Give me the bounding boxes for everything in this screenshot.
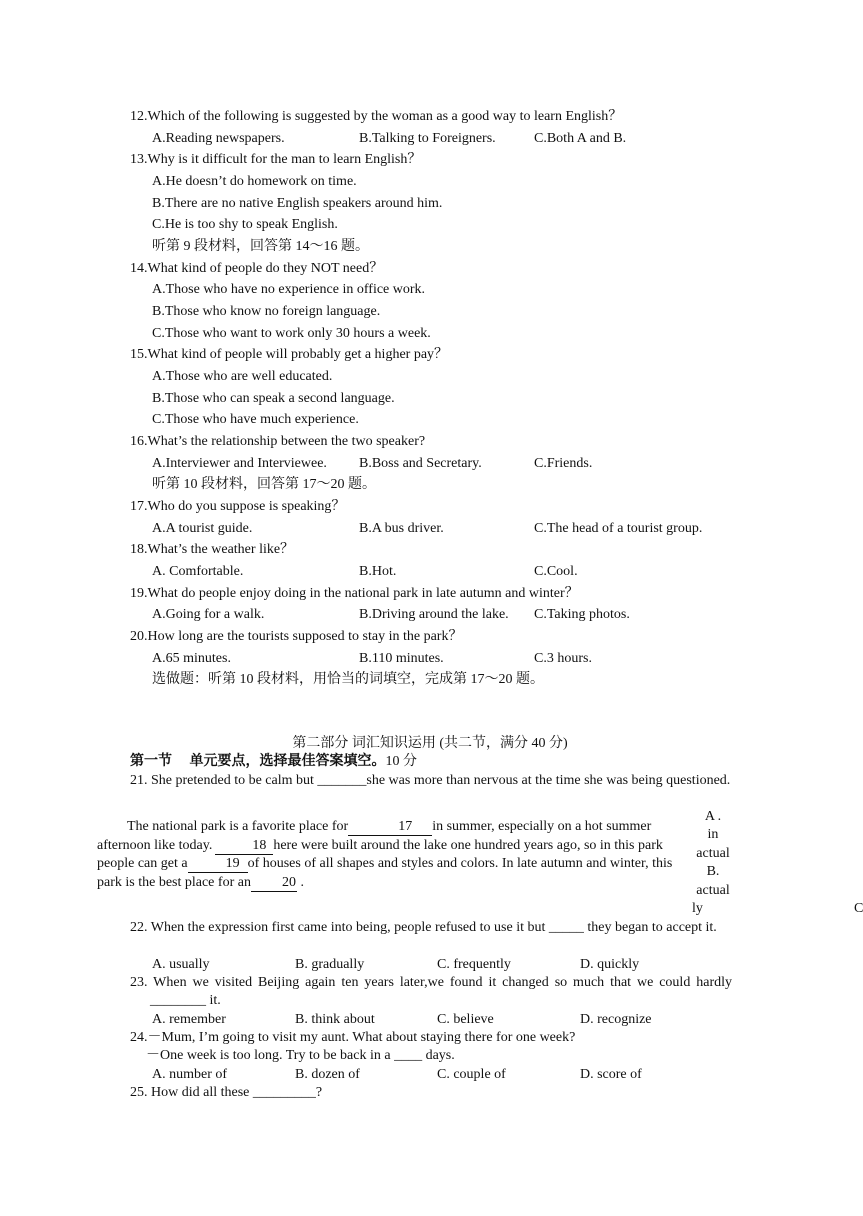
passage-text-2: in summer, especially on a hot summer afternoon like today. [97,819,652,853]
question-24-line-2: －One week is too long. Try to be back in a ____ days. [146,1048,455,1063]
q22-option-d: D. quickly [580,957,640,972]
question-18-stem: 18.What’s the weather like？ [130,542,295,557]
q16-option-a: A.Interviewer and Interviewee. [152,456,327,471]
instruction-section-10: 听第 10 段材料，回答第 17～20 题。 [152,477,376,492]
section-1-label: 第一节 [130,754,172,769]
q13-option-b: B.There are no native English speakers around him. [152,196,443,211]
q18-option-c: C.Cool. [534,564,578,579]
section-1-score: 10 分 [385,754,417,769]
blank-18: 18 [215,838,273,855]
question-21-stem: 21. She pretended to be calm but _______she was more than nervous at the time she was being questioned. [130,773,731,788]
blank-17: 17 [348,819,432,836]
q23-option-a: A. remember [152,1012,226,1027]
section-1-heading [130,753,417,771]
q18-option-b: B.Hot. [359,564,397,579]
blank-20: 20 [251,875,297,892]
q22-option-a: A. usually [152,957,210,972]
passage-text-3: here were built around the lake one hundred years ago, so in this park people can get a [97,837,663,871]
question-13-stem: 13.Why is it difficult for the man to learn English？ [130,152,422,167]
q15-option-b: B.Those who can speak a second language. [152,391,395,406]
question-25-stem: 25. How did all these _________? [130,1085,323,1100]
q19-option-c: C.Taking photos. [534,607,630,622]
q22-option-c: C. frequently [437,957,511,972]
q14-option-c: C.Those who want to work only 30 hours a week. [152,326,431,341]
q14-option-b: B.Those who know no foreign language. [152,304,381,319]
q15-option-a: A.Those who are well educated. [152,369,333,384]
q12-option-a: A.Reading newspapers. [152,131,285,146]
section-1-title: 单元要点，选择最佳答案填空。 [189,754,386,769]
side-option-line-3: actual [696,846,730,861]
optional-instruction: 选做题：听第 10 段材料，用恰当的词填空，完成第 17～20 题。 [152,672,544,687]
side-option-line-2: in [707,827,719,842]
q24-option-a: A. number of [152,1067,228,1082]
cloze-passage [97,818,692,894]
q24-option-c: C. couple of [437,1067,506,1082]
q13-option-a: A.He doesn’t do homework on time. [152,174,357,189]
question-19-stem: 19.What do people enjoy doing in the national park in late autumn and winter？ [130,586,579,601]
q12-option-c: C.Both A and B. [534,131,627,146]
question-15-stem: 15.What kind of people will probably get a higher pay？ [130,347,449,362]
edge-fragment: C [854,901,863,916]
q17-option-a: A.A tourist guide. [152,521,253,536]
side-option-line-1: A . [704,809,722,824]
q19-option-a: A.Going for a walk. [152,607,265,622]
question-20-stem: 20.How long are the tourists supposed to stay in the park？ [130,629,463,644]
question-17-stem: 17.Who do you suppose is speaking？ [130,499,346,514]
q23-option-d: D. recognize [580,1012,652,1027]
side-option-line-5: actual [696,883,730,898]
q20-option-b: B.110 minutes. [359,651,444,666]
question-12-stem: 12.Which of the following is suggested by the woman as a good way to learn English？ [130,109,623,124]
part-2-title: 第二部分 词汇知识运用 (共二节，满分 40 分) [292,736,568,751]
q23-option-c: C. believe [437,1012,494,1027]
question-23-stem: 23. When we visited Beijing again ten years later,we found it changed so much that we could hardly ________ it. [130,975,732,1008]
side-option-line-4: B. [706,864,720,879]
q13-option-c: C.He is too shy to speak English. [152,217,338,232]
instruction-section-9: 听第 9 段材料，回答第 14～16 题。 [152,239,369,254]
q20-option-a: A.65 minutes. [152,651,231,666]
side-option-line-6: ly [692,901,703,916]
blank-19: 19 [188,856,248,873]
q12-option-b: B.Talking to Foreigners. [359,131,496,146]
q24-option-b: B. dozen of [295,1067,360,1082]
q23-option-b: B. think about [295,1012,375,1027]
q17-option-c: C.The head of a tourist group. [534,521,703,536]
q14-option-a: A.Those who have no experience in office work. [152,282,426,297]
q16-option-c: C.Friends. [534,456,593,471]
question-22-stem: 22. When the expression first came into being, people refused to use it but _____ they began to accept it. [130,920,717,935]
question-16-stem: 16.What’s the relationship between the two speaker? [130,434,426,449]
q18-option-a: A. Comfortable. [152,564,244,579]
q19-option-b: B.Driving around the lake. [359,607,509,622]
question-24-line-1: 24.－Mum, I’m going to visit my aunt. What about staying there for one week? [130,1030,576,1045]
passage-text-4: of houses of all shapes and styles and colors. In late autumn and winter, this park is the best place for an [97,856,673,890]
q17-option-b: B.A bus driver. [359,521,444,536]
q20-option-c: C.3 hours. [534,651,592,666]
q16-option-b: B.Boss and Secretary. [359,456,482,471]
question-14-stem: 14.What kind of people do they NOT need？ [130,261,384,276]
q22-option-b: B. gradually [295,957,365,972]
passage-text-1: The national park is a favorite place for [127,819,349,834]
q24-option-d: D. score of [580,1067,642,1082]
q15-option-c: C.Those who have much experience. [152,412,359,427]
passage-text-5: . [296,874,304,890]
